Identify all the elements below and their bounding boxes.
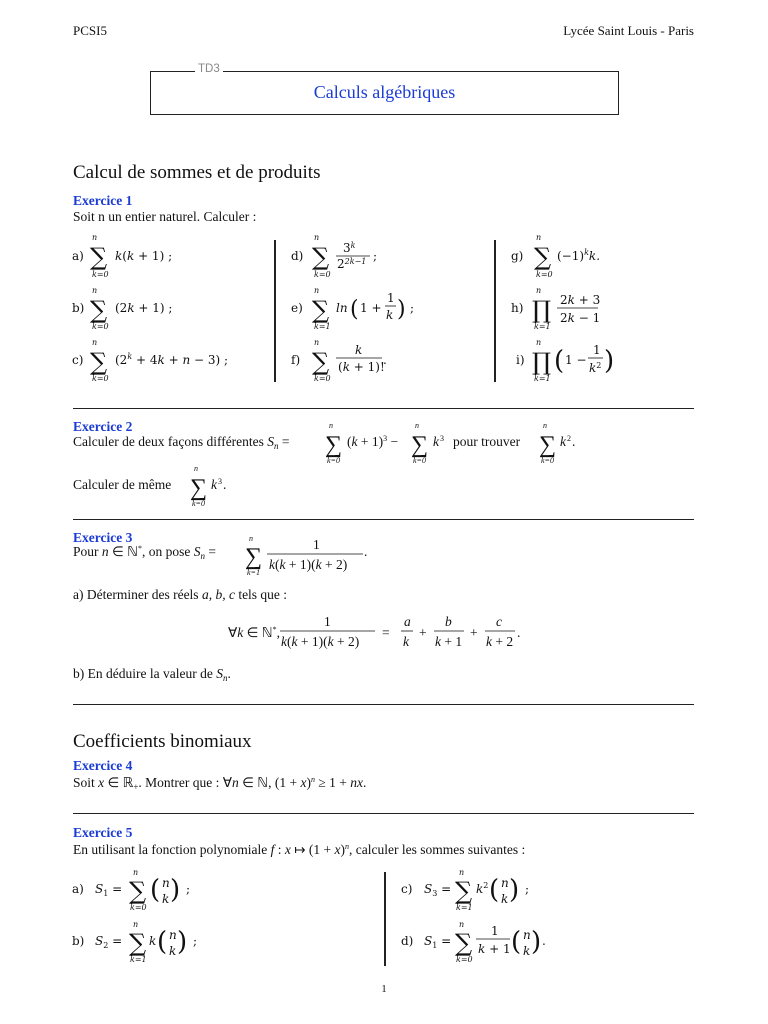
section-title-binomial: Coefficients binomiaux: [73, 731, 252, 752]
svg-text:k=0: k=0: [327, 456, 340, 465]
section-title-sums: Calcul de sommes et de produits: [73, 162, 321, 183]
svg-text:En utilisant la fonction polyn: En utilisant la fonction polynomiale f : x ↦ $(1 + x)^n$, calculer les sommes suivantes :: [73, 842, 526, 857]
svg-text:∑: ∑: [90, 243, 108, 271]
svg-text:k(k + 1)(k + 2): k(k + 1)(k + 2): [269, 557, 348, 572]
title-tag: TD3: [195, 63, 223, 75]
svg-text:k=0: k=0: [92, 322, 109, 331]
svg-text:c: c: [496, 614, 502, 629]
ex1-divider-1: [274, 240, 276, 382]
svg-text:∑: ∑: [539, 432, 557, 458]
svg-text:k=0: k=0: [92, 374, 109, 383]
svg-text:∑: ∑: [312, 348, 330, 376]
svg-text:∏: ∏: [532, 296, 552, 324]
svg-text:k(k + 1) ;: k(k + 1) ;: [115, 249, 173, 263]
svg-text:): ): [531, 927, 542, 957]
ex1-item-h: h): [511, 301, 524, 315]
separator: [73, 813, 694, 814]
svg-text:∑: ∑: [129, 929, 147, 957]
svg-text:Calculer de même: Calculer de même: [73, 477, 172, 492]
svg-text:n: n: [314, 286, 320, 295]
svg-text:(: (: [150, 875, 161, 905]
ex5-divider: [384, 872, 386, 966]
svg-text:): ): [170, 875, 181, 905]
svg-text:n: n: [523, 928, 531, 942]
svg-text:k=0: k=0: [92, 270, 109, 279]
svg-text:.: .: [364, 544, 368, 559]
svg-text:k2: $k^2$: [476, 881, 489, 896]
svg-text:a: a: [404, 614, 411, 629]
svg-text:22k−1: $2^{2k-1}$: [337, 257, 367, 271]
separator: [73, 704, 694, 705]
svg-text:n: n: [536, 233, 542, 242]
svg-text:+: +: [470, 625, 478, 640]
svg-text:n: n: [459, 920, 465, 929]
ex1-item-b: b): [72, 301, 85, 315]
svg-text:(: (: [554, 346, 565, 376]
svg-text:=: =: [382, 625, 390, 640]
svg-text:∑: ∑: [534, 243, 552, 271]
ex1-item-c: c): [72, 353, 84, 367]
svg-text:): ): [509, 875, 520, 905]
svg-text:n: n: [536, 338, 542, 347]
svg-text:k(k + 1)(k + 2): k(k + 1)(k + 2): [281, 634, 360, 649]
exercise-4-text: [73, 770, 573, 794]
ex1-item-g: g): [511, 249, 524, 263]
svg-text:(k + 1)3 −: $(k + 1)^3$ −: [347, 434, 399, 449]
svg-text:;: ;: [373, 249, 378, 263]
svg-text:2k + 3: 2k + 3: [560, 293, 601, 307]
svg-text:∑: ∑: [455, 877, 473, 905]
svg-text:3: 3: [440, 434, 444, 443]
title-box: [150, 63, 619, 115]
svg-text:): ): [604, 346, 615, 376]
svg-text:k=1: k=1: [534, 374, 551, 383]
svg-text:.: .: [517, 625, 521, 640]
svg-text:1: 1: [593, 343, 601, 357]
svg-text:a) Déterminer des réels a, b,: a) Déterminer des réels a, b, c tels que :: [73, 587, 288, 602]
svg-text:∑: ∑: [455, 929, 473, 957]
svg-text:.: .: [542, 934, 546, 948]
exercise-5-intro: [73, 837, 673, 861]
svg-text:n: n: [536, 286, 542, 295]
svg-text:k: k: [149, 934, 157, 948]
svg-text:k=1: k=1: [247, 568, 260, 577]
ex1-item-f: f): [291, 353, 301, 367]
separator: [73, 408, 694, 409]
svg-text:k + 2: k + 2: [486, 634, 514, 649]
svg-text:b: b: [445, 614, 452, 629]
svg-text:k2: $k^2$: [589, 361, 602, 375]
svg-text:k: k: [386, 308, 394, 322]
svg-text:n: n: [459, 868, 465, 877]
page-number: 1: [381, 983, 387, 995]
svg-text:k=0: k=0: [536, 270, 553, 279]
svg-text:1 +: 1 +: [360, 301, 382, 315]
page-title: Calculs algébriques: [313, 82, 456, 102]
header-right: Lycée Saint Louis - Paris: [563, 23, 694, 38]
svg-text:n: n: [415, 421, 419, 430]
svg-text:∏: ∏: [532, 348, 552, 376]
exercise-2-text: [73, 420, 673, 512]
svg-text:k + 1: k + 1: [478, 942, 511, 956]
svg-text:k: k: [501, 892, 509, 906]
svg-text:∑: ∑: [129, 877, 147, 905]
svg-text:3: 3: [218, 477, 222, 486]
svg-text:k=0: k=0: [130, 903, 147, 912]
svg-text:n: n: [194, 464, 198, 473]
svg-text:;: ;: [410, 301, 415, 315]
svg-text:1 −: 1 −: [565, 353, 587, 367]
svg-text:∑: ∑: [325, 432, 343, 458]
svg-text:1: 1: [324, 614, 331, 629]
svg-text:(: (: [350, 297, 359, 322]
svg-text:S1 =: $S_1$ =: [95, 882, 123, 898]
svg-text:(2k + 1) ;: (2k + 1) ;: [115, 301, 173, 315]
exercise-3-text: [73, 530, 673, 690]
svg-text:k=1: k=1: [314, 322, 331, 331]
svg-text:(k + 1)!: (k + 1)!: [338, 360, 385, 374]
svg-text:n: n: [92, 233, 98, 242]
svg-text:ln: ln: [336, 301, 348, 315]
ex1-item-i: i): [516, 353, 525, 367]
svg-text:S1 =: $S_1$ =: [424, 934, 452, 950]
svg-text:k=0: k=0: [456, 955, 473, 964]
svg-text:1: 1: [313, 537, 320, 552]
svg-text:(: (: [511, 927, 522, 957]
exercise-3-label: Exercice 3: [73, 530, 133, 545]
ex1-item-d: d): [291, 249, 304, 263]
svg-text:k=0: k=0: [192, 499, 205, 508]
exercise-1-formulas: [60, 230, 700, 400]
svg-text:∑: ∑: [90, 296, 108, 324]
ex5-item-d: d): [401, 934, 414, 948]
svg-text:S3 =: $S_3$ =: [424, 882, 452, 898]
svg-text:k: k: [560, 434, 566, 449]
svg-text:1: 1: [491, 924, 499, 938]
svg-text:;: ;: [186, 882, 191, 896]
svg-text:∑: ∑: [411, 432, 429, 458]
ex5-item-c: c): [401, 882, 413, 896]
svg-text:n: n: [501, 876, 509, 890]
separator: [73, 519, 694, 520]
exercise-1-intro: Soit n un entier naturel. Calculer :: [73, 209, 257, 224]
svg-text:n: n: [133, 920, 139, 929]
exercise-4-label: Exercice 4: [73, 758, 133, 773]
svg-text:k: k: [523, 944, 531, 958]
exercise-5-formulas: [60, 865, 660, 970]
ex5-item-b: b): [72, 934, 85, 948]
ex1-item-a: a): [72, 249, 84, 263]
svg-text:k: k: [169, 944, 177, 958]
svg-text:k: k: [433, 434, 439, 449]
svg-text:(2k + 4k + n − 3) ;: $(2^k + 4k + n - 3)$ ;: [115, 352, 229, 367]
svg-text:3k: 3$^k$: [343, 241, 356, 255]
ex5-item-a: a): [72, 882, 84, 896]
svg-text:n: n: [314, 233, 320, 242]
svg-text:n: n: [133, 868, 139, 877]
svg-text:(: (: [157, 927, 168, 957]
svg-text:∀k ∈ ℕ*,: ∀k ∈ ℕ*,: [228, 625, 280, 640]
svg-text:n: n: [543, 421, 547, 430]
svg-text:S2 =: $S_2$ =: [95, 934, 123, 950]
svg-text:k: k: [162, 892, 170, 906]
svg-text:n: n: [314, 338, 320, 347]
svg-text:n: n: [92, 338, 98, 347]
ex1-divider-2: [494, 240, 496, 382]
svg-text:.: .: [572, 434, 576, 449]
svg-text:pour trouver: pour trouver: [453, 434, 521, 449]
svg-text:k: k: [403, 634, 409, 649]
svg-text:n: n: [169, 928, 177, 942]
svg-text:n: n: [249, 534, 253, 543]
svg-text:∑: ∑: [312, 296, 330, 324]
svg-text:k: k: [211, 477, 217, 492]
svg-text:k=1: k=1: [456, 903, 473, 912]
ex1-item-e: e): [291, 301, 303, 315]
svg-text:(: (: [489, 875, 500, 905]
svg-text:k=0: k=0: [314, 374, 331, 383]
svg-text:∑: ∑: [312, 243, 330, 271]
svg-text:∑: ∑: [190, 475, 208, 501]
svg-text:2k − 1: 2k − 1: [560, 311, 601, 325]
svg-text:n: n: [329, 421, 333, 430]
svg-text:n: n: [162, 876, 170, 890]
svg-text:2: 2: [567, 434, 571, 443]
svg-text:): ): [177, 927, 188, 957]
svg-text:;: ;: [193, 934, 198, 948]
exercise-2-label: Exercice 2: [73, 419, 133, 434]
svg-text:1: 1: [387, 291, 395, 305]
svg-text:+: +: [419, 625, 427, 640]
svg-text:k=0: k=0: [413, 456, 426, 465]
svg-text:Calculer de deux façons différ: Calculer de deux façons différentes $S_n$ =: [73, 434, 290, 451]
svg-text:;: ;: [525, 882, 530, 896]
svg-text:k=1: k=1: [130, 955, 147, 964]
svg-text:k + 1: k + 1: [435, 634, 463, 649]
svg-text:): ): [397, 297, 406, 322]
svg-text:∑: ∑: [245, 544, 263, 570]
svg-text:k=1: k=1: [534, 322, 551, 331]
svg-text:Pour n ∈ ℕ*, on pose Sn =: Pour n ∈ ℕ*, on pose $S_n$ =: [73, 544, 216, 561]
svg-text:(−1)kk.: $(-1)^kk$.: [557, 248, 601, 263]
svg-text:k=0: k=0: [314, 270, 331, 279]
exercise-1-label: Exercice 1: [73, 193, 133, 208]
svg-text:.: .: [383, 353, 387, 367]
svg-text:n: n: [92, 286, 98, 295]
header-left: PCSI5: [73, 23, 107, 38]
exercise-5-label: Exercice 5: [73, 825, 133, 840]
svg-text:∑: ∑: [90, 348, 108, 376]
svg-text:.: .: [223, 477, 227, 492]
svg-text:Soit x ∈ ℝ+. Montrer que : ∀n: Soit x ∈ ℝ$_+$. Montrer que : ∀n ∈ ℕ, $(1 + x)^n \ge 1$ + nx.: [73, 775, 367, 792]
svg-text:k: k: [355, 343, 363, 357]
svg-text:b) En déduire la valeur de Sn: b) En déduire la valeur de $S_n$.: [73, 666, 231, 683]
svg-text:k=0: k=0: [541, 456, 554, 465]
